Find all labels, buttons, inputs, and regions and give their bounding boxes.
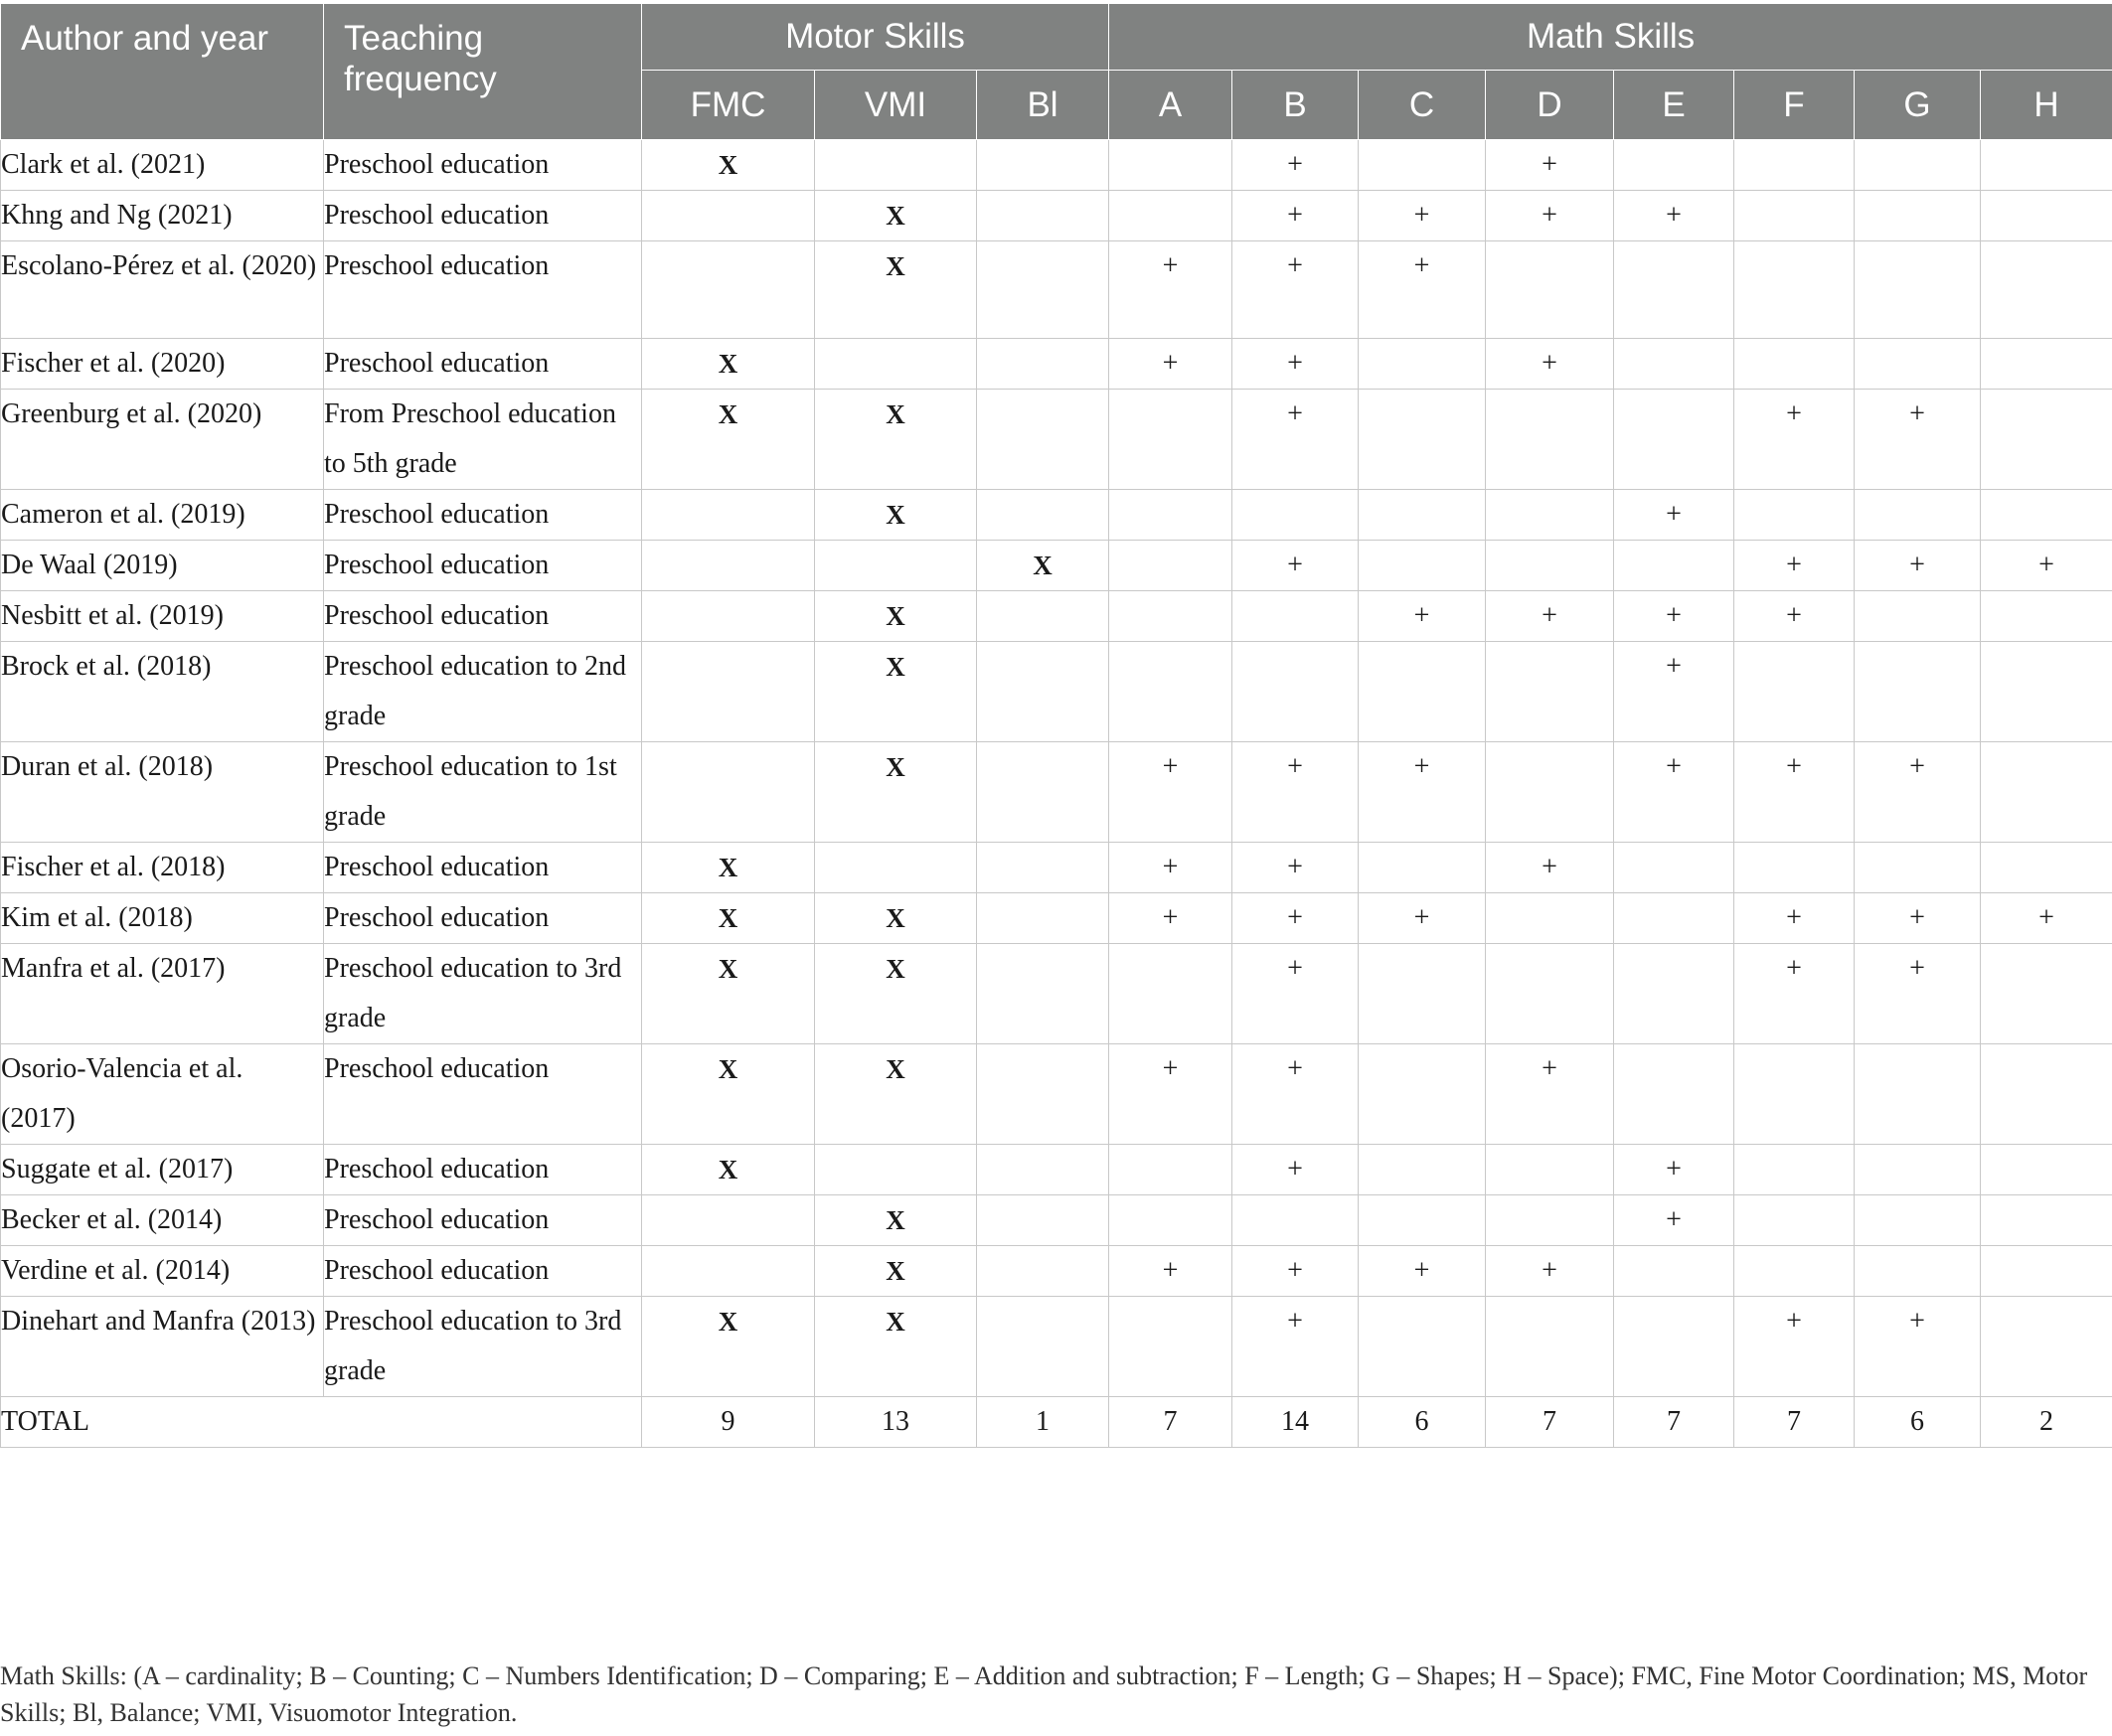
a-cell: + bbox=[1109, 339, 1232, 390]
h-cell bbox=[1981, 339, 2112, 390]
table-row bbox=[1, 541, 2112, 591]
vmi-cell: X bbox=[815, 1297, 977, 1397]
a-cell bbox=[1109, 140, 1232, 191]
table-row bbox=[1, 1044, 2112, 1145]
vmi-cell bbox=[815, 843, 977, 893]
table-row bbox=[1, 1297, 2112, 1397]
f-cell bbox=[1734, 140, 1855, 191]
f-cell bbox=[1734, 1246, 1855, 1297]
a-cell: + bbox=[1109, 241, 1232, 339]
h-cell bbox=[1981, 140, 2112, 191]
d-cell bbox=[1486, 944, 1614, 1044]
b-cell bbox=[1232, 490, 1359, 541]
total-g: 6 bbox=[1855, 1397, 1981, 1448]
bl-cell bbox=[977, 642, 1109, 742]
frequency-cell: Preschool education bbox=[324, 1246, 642, 1297]
g-cell: + bbox=[1855, 1297, 1981, 1397]
f-cell: + bbox=[1734, 541, 1855, 591]
author-cell: Fischer et al. (2020) bbox=[1, 339, 324, 390]
h-cell bbox=[1981, 241, 2112, 339]
frequency-cell: Preschool education bbox=[324, 339, 642, 390]
g-cell bbox=[1855, 241, 1981, 339]
vmi-cell: X bbox=[815, 893, 977, 944]
header-h: H bbox=[1981, 71, 2112, 140]
b-cell: + bbox=[1232, 1044, 1359, 1145]
d-cell bbox=[1486, 1297, 1614, 1397]
d-cell: + bbox=[1486, 339, 1614, 390]
d-cell bbox=[1486, 742, 1614, 843]
fmc-cell: X bbox=[642, 1297, 815, 1397]
author-cell: Manfra et al. (2017) bbox=[1, 944, 324, 1044]
fmc-cell: X bbox=[642, 944, 815, 1044]
author-cell: De Waal (2019) bbox=[1, 541, 324, 591]
f-cell: + bbox=[1734, 1297, 1855, 1397]
author-cell: Duran et al. (2018) bbox=[1, 742, 324, 843]
table-row bbox=[1, 1195, 2112, 1246]
h-cell: + bbox=[1981, 893, 2112, 944]
e-cell: + bbox=[1614, 642, 1734, 742]
header-d: D bbox=[1486, 71, 1614, 140]
header-g: G bbox=[1855, 71, 1981, 140]
table-row bbox=[1, 893, 2112, 944]
h-cell bbox=[1981, 1195, 2112, 1246]
table-row bbox=[1, 140, 2112, 191]
frequency-cell: Preschool education bbox=[324, 541, 642, 591]
bl-cell bbox=[977, 591, 1109, 642]
c-cell bbox=[1359, 1195, 1486, 1246]
d-cell bbox=[1486, 1195, 1614, 1246]
d-cell bbox=[1486, 490, 1614, 541]
author-cell: Dinehart and Manfra (2013) bbox=[1, 1297, 324, 1397]
g-cell: + bbox=[1855, 390, 1981, 490]
g-cell bbox=[1855, 1246, 1981, 1297]
a-cell bbox=[1109, 390, 1232, 490]
frequency-cell: Preschool education to 2nd grade bbox=[324, 642, 642, 742]
h-cell bbox=[1981, 191, 2112, 241]
b-cell: + bbox=[1232, 339, 1359, 390]
d-cell: + bbox=[1486, 1044, 1614, 1145]
c-cell: + bbox=[1359, 591, 1486, 642]
d-cell bbox=[1486, 390, 1614, 490]
total-fmc: 9 bbox=[642, 1397, 815, 1448]
bl-cell bbox=[977, 893, 1109, 944]
a-cell: + bbox=[1109, 893, 1232, 944]
c-cell: + bbox=[1359, 893, 1486, 944]
table-footnote: Math Skills: (A – cardinality; B – Counting; C – Numbers Identification; D – Comparing; E – Addition and subtraction; F – Length; G – Shapes; H – Space); FMC, Fine Motor Coordination; MS, Motor Skills; Bl, Balance; VMI, Visuomotor Integration. bbox=[0, 1661, 2088, 1727]
studies-table bbox=[0, 3, 2112, 1448]
table-row bbox=[1, 843, 2112, 893]
frequency-cell: Preschool education bbox=[324, 591, 642, 642]
g-cell: + bbox=[1855, 944, 1981, 1044]
fmc-cell: X bbox=[642, 140, 815, 191]
f-cell: + bbox=[1734, 742, 1855, 843]
d-cell: + bbox=[1486, 191, 1614, 241]
author-cell: Kim et al. (2018) bbox=[1, 893, 324, 944]
c-cell: + bbox=[1359, 742, 1486, 843]
h-cell bbox=[1981, 1145, 2112, 1195]
f-cell bbox=[1734, 1195, 1855, 1246]
fmc-cell bbox=[642, 541, 815, 591]
frequency-cell: Preschool education bbox=[324, 241, 642, 339]
fmc-cell bbox=[642, 642, 815, 742]
table-row bbox=[1, 490, 2112, 541]
frequency-cell: Preschool education bbox=[324, 191, 642, 241]
e-cell: + bbox=[1614, 191, 1734, 241]
g-cell: + bbox=[1855, 742, 1981, 843]
e-cell bbox=[1614, 1044, 1734, 1145]
e-cell: + bbox=[1614, 1195, 1734, 1246]
b-cell: + bbox=[1232, 390, 1359, 490]
header-frequency: Teaching frequency bbox=[324, 4, 642, 140]
b-cell bbox=[1232, 642, 1359, 742]
author-cell: Escolano-Pérez et al. (2020) bbox=[1, 241, 324, 339]
vmi-cell: X bbox=[815, 944, 977, 1044]
c-cell bbox=[1359, 944, 1486, 1044]
c-cell bbox=[1359, 541, 1486, 591]
b-cell: + bbox=[1232, 191, 1359, 241]
a-cell bbox=[1109, 490, 1232, 541]
f-cell bbox=[1734, 490, 1855, 541]
c-cell bbox=[1359, 140, 1486, 191]
d-cell: + bbox=[1486, 843, 1614, 893]
f-cell bbox=[1734, 339, 1855, 390]
table-row bbox=[1, 944, 2112, 1044]
a-cell: + bbox=[1109, 742, 1232, 843]
a-cell: + bbox=[1109, 843, 1232, 893]
vmi-cell: X bbox=[815, 591, 977, 642]
total-d: 7 bbox=[1486, 1397, 1614, 1448]
fmc-cell: X bbox=[642, 1145, 815, 1195]
bl-cell bbox=[977, 390, 1109, 490]
bl-cell bbox=[977, 843, 1109, 893]
a-cell bbox=[1109, 541, 1232, 591]
d-cell: + bbox=[1486, 591, 1614, 642]
f-cell: + bbox=[1734, 944, 1855, 1044]
a-cell bbox=[1109, 1297, 1232, 1397]
b-cell: + bbox=[1232, 541, 1359, 591]
vmi-cell bbox=[815, 140, 977, 191]
g-cell bbox=[1855, 1044, 1981, 1145]
fmc-cell: X bbox=[642, 893, 815, 944]
f-cell bbox=[1734, 1044, 1855, 1145]
d-cell bbox=[1486, 541, 1614, 591]
a-cell bbox=[1109, 1195, 1232, 1246]
g-cell bbox=[1855, 1195, 1981, 1246]
b-cell: + bbox=[1232, 140, 1359, 191]
h-cell bbox=[1981, 1246, 2112, 1297]
fmc-cell: X bbox=[642, 390, 815, 490]
fmc-cell: X bbox=[642, 339, 815, 390]
f-cell bbox=[1734, 642, 1855, 742]
c-cell bbox=[1359, 1044, 1486, 1145]
vmi-cell: X bbox=[815, 241, 977, 339]
vmi-cell: X bbox=[815, 490, 977, 541]
bl-cell bbox=[977, 1195, 1109, 1246]
b-cell: + bbox=[1232, 944, 1359, 1044]
bl-cell: X bbox=[977, 541, 1109, 591]
header-motor-skills: Motor Skills bbox=[642, 4, 1109, 71]
table-row bbox=[1, 642, 2112, 742]
vmi-cell: X bbox=[815, 390, 977, 490]
frequency-cell: Preschool education to 3rd grade bbox=[324, 1297, 642, 1397]
frequency-cell: Preschool education bbox=[324, 1145, 642, 1195]
e-cell: + bbox=[1614, 1145, 1734, 1195]
h-cell bbox=[1981, 591, 2112, 642]
vmi-cell bbox=[815, 339, 977, 390]
b-cell: + bbox=[1232, 1246, 1359, 1297]
table-row bbox=[1, 241, 2112, 339]
author-cell: Nesbitt et al. (2019) bbox=[1, 591, 324, 642]
vmi-cell: X bbox=[815, 1246, 977, 1297]
fmc-cell bbox=[642, 191, 815, 241]
bl-cell bbox=[977, 944, 1109, 1044]
c-cell: + bbox=[1359, 241, 1486, 339]
h-cell bbox=[1981, 490, 2112, 541]
b-cell: + bbox=[1232, 1297, 1359, 1397]
table-row bbox=[1, 742, 2112, 843]
frequency-cell: Preschool education bbox=[324, 1044, 642, 1145]
h-cell: + bbox=[1981, 541, 2112, 591]
frequency-cell: From Preschool education to 5th grade bbox=[324, 390, 642, 490]
c-cell bbox=[1359, 339, 1486, 390]
frequency-cell: Preschool education to 3rd grade bbox=[324, 944, 642, 1044]
h-cell bbox=[1981, 1044, 2112, 1145]
author-cell: Khng and Ng (2021) bbox=[1, 191, 324, 241]
g-cell bbox=[1855, 591, 1981, 642]
e-cell bbox=[1614, 140, 1734, 191]
f-cell: + bbox=[1734, 591, 1855, 642]
e-cell: + bbox=[1614, 742, 1734, 843]
table-row bbox=[1, 591, 2112, 642]
total-b: 14 bbox=[1232, 1397, 1359, 1448]
bl-cell bbox=[977, 191, 1109, 241]
vmi-cell: X bbox=[815, 1044, 977, 1145]
total-bl: 1 bbox=[977, 1397, 1109, 1448]
e-cell: + bbox=[1614, 591, 1734, 642]
a-cell: + bbox=[1109, 1246, 1232, 1297]
bl-cell bbox=[977, 140, 1109, 191]
a-cell bbox=[1109, 944, 1232, 1044]
d-cell: + bbox=[1486, 1246, 1614, 1297]
bl-cell bbox=[977, 490, 1109, 541]
b-cell: + bbox=[1232, 843, 1359, 893]
e-cell bbox=[1614, 1297, 1734, 1397]
c-cell: + bbox=[1359, 1246, 1486, 1297]
author-cell: Greenburg et al. (2020) bbox=[1, 390, 324, 490]
frequency-cell: Preschool education bbox=[324, 1195, 642, 1246]
b-cell: + bbox=[1232, 241, 1359, 339]
table-row bbox=[1, 191, 2112, 241]
vmi-cell: X bbox=[815, 191, 977, 241]
h-cell bbox=[1981, 390, 2112, 490]
d-cell bbox=[1486, 642, 1614, 742]
a-cell bbox=[1109, 1145, 1232, 1195]
d-cell bbox=[1486, 241, 1614, 339]
h-cell bbox=[1981, 843, 2112, 893]
g-cell bbox=[1855, 490, 1981, 541]
author-cell: Osorio-Valencia et al. (2017) bbox=[1, 1044, 324, 1145]
bl-cell bbox=[977, 1246, 1109, 1297]
frequency-cell: Preschool education bbox=[324, 490, 642, 541]
fmc-cell: X bbox=[642, 843, 815, 893]
c-cell bbox=[1359, 490, 1486, 541]
frequency-cell: Preschool education bbox=[324, 140, 642, 191]
f-cell bbox=[1734, 191, 1855, 241]
total-f: 7 bbox=[1734, 1397, 1855, 1448]
f-cell bbox=[1734, 843, 1855, 893]
e-cell bbox=[1614, 1246, 1734, 1297]
bl-cell bbox=[977, 1044, 1109, 1145]
c-cell: + bbox=[1359, 191, 1486, 241]
f-cell: + bbox=[1734, 893, 1855, 944]
header-vmi: VMI bbox=[815, 71, 977, 140]
f-cell: + bbox=[1734, 390, 1855, 490]
table-row bbox=[1, 1246, 2112, 1297]
fmc-cell bbox=[642, 241, 815, 339]
bl-cell bbox=[977, 339, 1109, 390]
header-b: B bbox=[1232, 71, 1359, 140]
h-cell bbox=[1981, 944, 2112, 1044]
e-cell bbox=[1614, 843, 1734, 893]
g-cell bbox=[1855, 339, 1981, 390]
table-row bbox=[1, 390, 2112, 490]
author-cell: Suggate et al. (2017) bbox=[1, 1145, 324, 1195]
author-cell: Fischer et al. (2018) bbox=[1, 843, 324, 893]
bl-cell bbox=[977, 742, 1109, 843]
e-cell bbox=[1614, 893, 1734, 944]
total-e: 7 bbox=[1614, 1397, 1734, 1448]
a-cell bbox=[1109, 591, 1232, 642]
vmi-cell bbox=[815, 541, 977, 591]
h-cell bbox=[1981, 1297, 2112, 1397]
author-cell: Becker et al. (2014) bbox=[1, 1195, 324, 1246]
table-row bbox=[1, 339, 2112, 390]
total-a: 7 bbox=[1109, 1397, 1232, 1448]
header-a: A bbox=[1109, 71, 1232, 140]
b-cell bbox=[1232, 1195, 1359, 1246]
fmc-cell bbox=[642, 1246, 815, 1297]
fmc-cell: X bbox=[642, 1044, 815, 1145]
frequency-cell: Preschool education to 1st grade bbox=[324, 742, 642, 843]
author-cell: Clark et al. (2021) bbox=[1, 140, 324, 191]
bl-cell bbox=[977, 1145, 1109, 1195]
total-label: TOTAL bbox=[1, 1397, 642, 1448]
fmc-cell bbox=[642, 490, 815, 541]
total-row bbox=[1, 1397, 2112, 1448]
b-cell: + bbox=[1232, 1145, 1359, 1195]
header-math-skills: Math Skills bbox=[1109, 4, 2112, 71]
h-cell bbox=[1981, 742, 2112, 843]
e-cell bbox=[1614, 944, 1734, 1044]
author-cell: Cameron et al. (2019) bbox=[1, 490, 324, 541]
a-cell bbox=[1109, 642, 1232, 742]
table-row bbox=[1, 1145, 2112, 1195]
header-c: C bbox=[1359, 71, 1486, 140]
f-cell bbox=[1734, 1145, 1855, 1195]
header-e: E bbox=[1614, 71, 1734, 140]
e-cell bbox=[1614, 241, 1734, 339]
total-vmi: 13 bbox=[815, 1397, 977, 1448]
c-cell bbox=[1359, 642, 1486, 742]
vmi-cell bbox=[815, 1145, 977, 1195]
bl-cell bbox=[977, 241, 1109, 339]
d-cell bbox=[1486, 1145, 1614, 1195]
g-cell bbox=[1855, 191, 1981, 241]
g-cell: + bbox=[1855, 893, 1981, 944]
fmc-cell bbox=[642, 591, 815, 642]
header-fmc: FMC bbox=[642, 71, 815, 140]
b-cell: + bbox=[1232, 742, 1359, 843]
g-cell: + bbox=[1855, 541, 1981, 591]
g-cell bbox=[1855, 140, 1981, 191]
g-cell bbox=[1855, 1145, 1981, 1195]
e-cell bbox=[1614, 339, 1734, 390]
c-cell bbox=[1359, 1297, 1486, 1397]
e-cell bbox=[1614, 390, 1734, 490]
total-h: 2 bbox=[1981, 1397, 2112, 1448]
fmc-cell bbox=[642, 742, 815, 843]
h-cell bbox=[1981, 642, 2112, 742]
g-cell bbox=[1855, 843, 1981, 893]
c-cell bbox=[1359, 1145, 1486, 1195]
e-cell: + bbox=[1614, 490, 1734, 541]
author-cell: Brock et al. (2018) bbox=[1, 642, 324, 742]
c-cell bbox=[1359, 390, 1486, 490]
frequency-cell: Preschool education bbox=[324, 893, 642, 944]
author-cell: Verdine et al. (2014) bbox=[1, 1246, 324, 1297]
header-bl: Bl bbox=[977, 71, 1109, 140]
vmi-cell: X bbox=[815, 742, 977, 843]
e-cell bbox=[1614, 541, 1734, 591]
a-cell bbox=[1109, 191, 1232, 241]
fmc-cell bbox=[642, 1195, 815, 1246]
header-f: F bbox=[1734, 71, 1855, 140]
b-cell bbox=[1232, 591, 1359, 642]
f-cell bbox=[1734, 241, 1855, 339]
vmi-cell: X bbox=[815, 1195, 977, 1246]
vmi-cell: X bbox=[815, 642, 977, 742]
frequency-cell: Preschool education bbox=[324, 843, 642, 893]
bl-cell bbox=[977, 1297, 1109, 1397]
c-cell bbox=[1359, 843, 1486, 893]
d-cell: + bbox=[1486, 140, 1614, 191]
d-cell bbox=[1486, 893, 1614, 944]
header-author: Author and year bbox=[1, 4, 324, 140]
a-cell: + bbox=[1109, 1044, 1232, 1145]
total-c: 6 bbox=[1359, 1397, 1486, 1448]
b-cell: + bbox=[1232, 893, 1359, 944]
g-cell bbox=[1855, 642, 1981, 742]
